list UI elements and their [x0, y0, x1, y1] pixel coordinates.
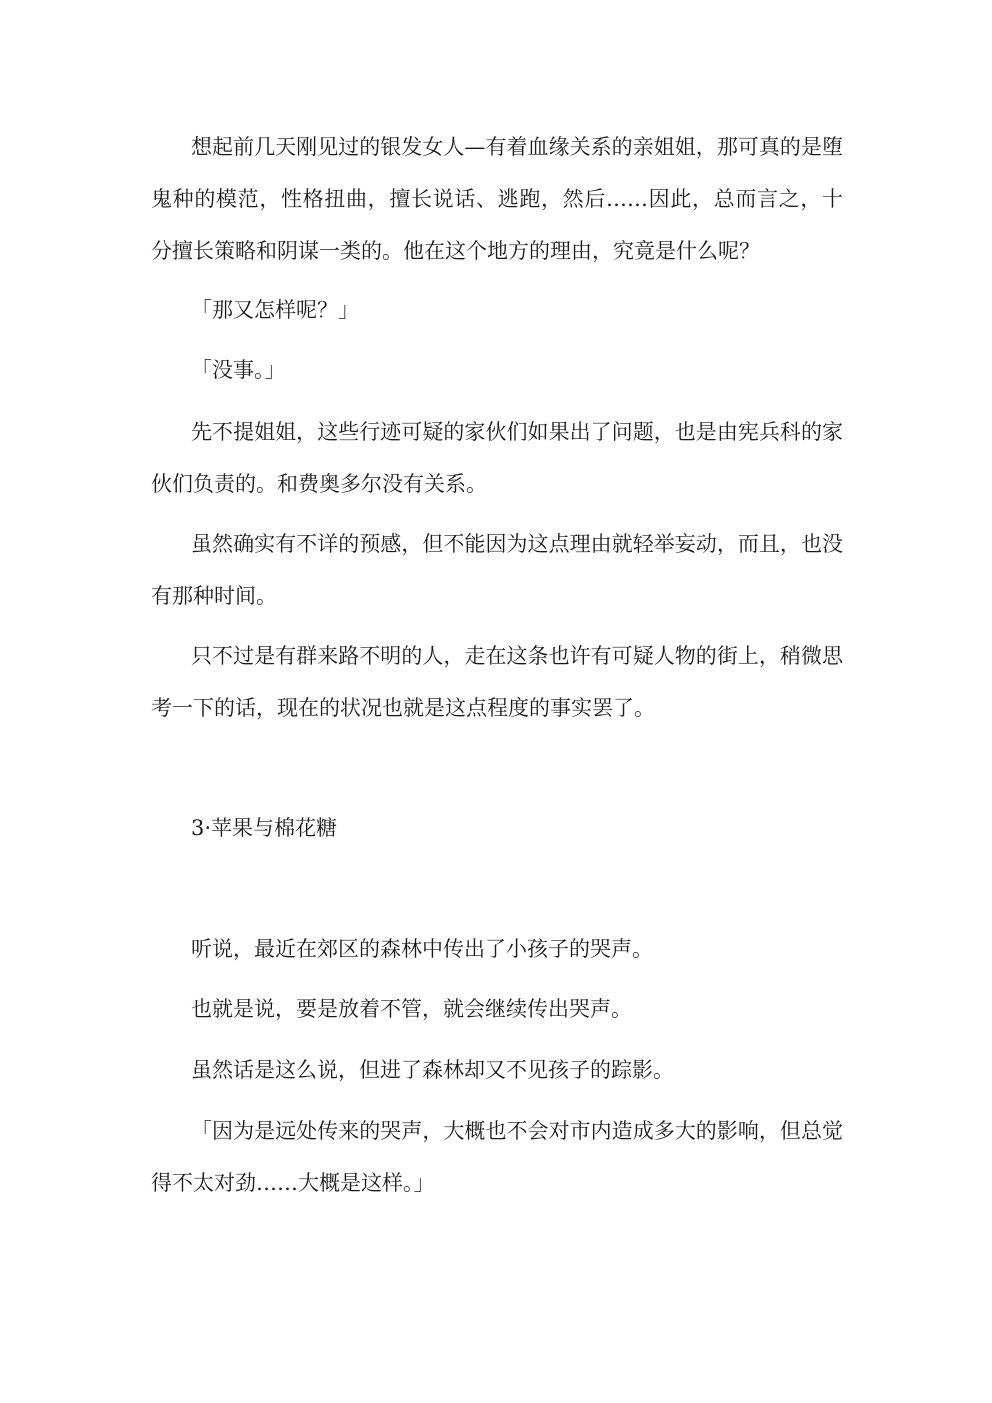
paragraph-no-child: 虽然话是这么说，但进了森林却又不见孩子的踪影。: [191, 1058, 674, 1082]
paragraph-bad-feeling: 虽然确实有不详的预感，但不能因为这点理由就轻举妄动，而且，也没有那种时间。: [151, 532, 843, 608]
paragraph-crying-forest: 听说，最近在郊区的森林中传出了小孩子的哭声。: [191, 937, 653, 961]
dialogue-nothing: 「没事。」: [191, 358, 286, 382]
dialogue-so-what: 「那又怎样呢？」: [191, 298, 359, 322]
paragraph-sister-description: 想起前几天刚见过的银发女人—有着血缘关系的亲姐姐，那可真的是堕鬼种的模范，性格扭曲，擅长说话、逃跑，然后……因此，总而言之，十分擅长策略和阴谋一类的。他在这个地方的理由，究竟是什么呢？: [151, 135, 843, 263]
paragraph-military-police: 先不提姐姐，这些行迹可疑的家伙们如果出了问题，也是由宪兵科的家伙们负责的。和费奥多尔没有关系。: [151, 420, 843, 496]
section-heading: 3·苹果与棉花糖: [191, 816, 338, 840]
dialogue-distant-crying: 「因为是远处传来的哭声，大概也不会对市内造成多大的影响，但总觉得不太对劲……大概是这样。」: [151, 1119, 843, 1195]
paragraph-situation: 只不过是有群来路不明的人，走在这条也许有可疑人物的街上，稍微思考一下的话，现在的状况也就是这点程度的事实罢了。: [151, 644, 843, 720]
paragraph-continue-crying: 也就是说，要是放着不管，就会继续传出哭声。: [191, 997, 632, 1021]
